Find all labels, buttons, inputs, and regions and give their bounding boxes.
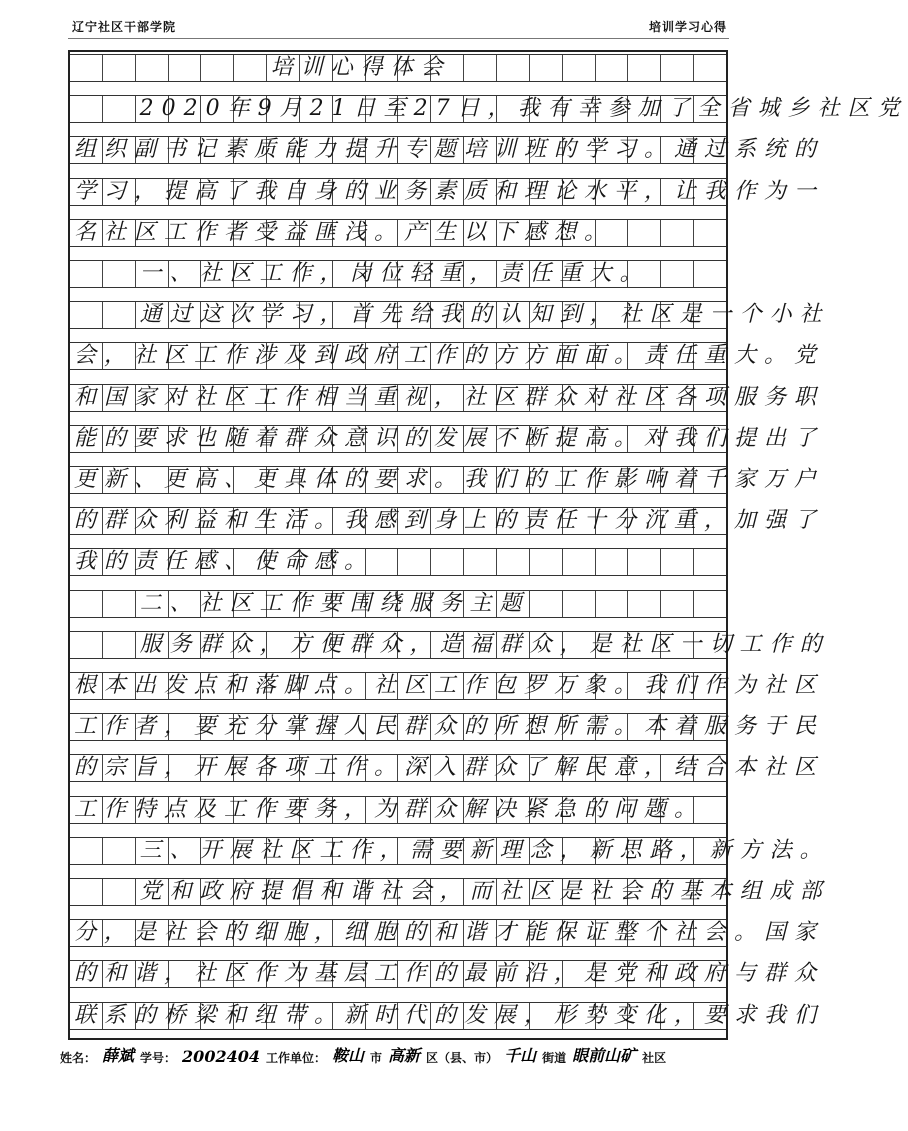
header-school-name: 辽宁社区干部学院	[72, 20, 177, 34]
essay-line: 名社区工作者受益匪浅。产生以下感想。	[74, 219, 615, 245]
essay-grid-paper	[68, 50, 908, 1040]
essay-line: 服务群众，方便群众，造福群众，是社区一切工作的	[139, 631, 830, 657]
essay-line: 二、社区工作要围绕服务主题	[139, 590, 530, 616]
essay-line: 会，社区工作涉及到政府工作的方方面面。责任重大。党	[74, 343, 825, 369]
essay-line: 工作者，要充分掌握人民群众的所想所需。本着服务于民	[74, 714, 825, 740]
essay-line: 培训心得体会	[270, 55, 451, 80]
name-value: 薛斌	[102, 1046, 135, 1065]
essay-line: 工作特点及工作要务，为群众解决紧急的问题。	[74, 796, 705, 822]
unit-label: 工作单位：	[265, 1051, 326, 1065]
essay-line: 根本出发点和落脚点。社区工作包罗万象。我们作为社区	[74, 673, 825, 698]
city-value: 鞍山	[332, 1046, 365, 1065]
id-label: 学号：	[140, 1051, 177, 1065]
essay-line: 的宗旨，开展各项工作。深入群众了解民意，结合本社区	[74, 755, 825, 781]
id-value: 2002404	[182, 1047, 260, 1066]
city-suffix: 市	[370, 1051, 383, 1065]
essay-line: 一、社区工作，岗位轻重，责任重大。	[139, 261, 650, 286]
essay-line: 的群众利益和生活。我感到身上的责任十分沉重，加强了	[74, 508, 825, 534]
street-suffix: 街道	[542, 1051, 567, 1065]
street-value: 千山	[504, 1046, 537, 1065]
community-value: 眼前山矿	[572, 1046, 637, 1065]
name-label: 姓名：	[60, 1051, 97, 1065]
essay-line: 分，是社会的细胞，细胞的和谐才能保证整个社会。国家	[74, 920, 825, 946]
essay-line: 三、开展社区工作，需要新理念，新思路，新方法。	[139, 837, 830, 863]
essay-line: 组织副书记素质能力提升专题培训班的学习。通过系统的	[74, 137, 825, 163]
essay-line: 学习，提高了我自身的业务素质和理论水平，让我作为一	[74, 178, 825, 204]
essay-line: 联系的桥梁和纽带。新时代的发展，形势变化，要求我们	[74, 1002, 825, 1028]
essay-line: 能的要求也随着群众意识的发展不断提高。对我们提出了	[74, 425, 825, 451]
essay-line: 的和谐，社区作为基层工作的最前沿，是党和政府与群众	[74, 961, 825, 987]
header-doc-type: 培训学习心得	[648, 20, 727, 34]
essay-line: 党和政府提倡和谐社会，而社区是社会的基本组成部	[139, 879, 830, 904]
header-divider	[68, 38, 729, 39]
district-suffix: 区（县、市）	[426, 1051, 499, 1065]
essay-line: 更新、更高、更具体的要求。我们的工作影响着千家万户	[74, 467, 825, 492]
essay-line: 通过这次学习，首先给我的认知到，社区是一个小社	[139, 302, 830, 328]
essay-line: 我的责任感、使命感。	[74, 549, 375, 575]
essay-line: 2020年9月21日至27日，我有幸参加了全省城乡社区党	[139, 96, 908, 122]
essay-line: 和国家对社区工作相当重视，社区群众对社区各项服务职	[74, 384, 825, 410]
community-suffix: 社区	[642, 1051, 667, 1065]
district-value: 高新	[388, 1046, 421, 1065]
footer-info	[60, 1046, 739, 1066]
